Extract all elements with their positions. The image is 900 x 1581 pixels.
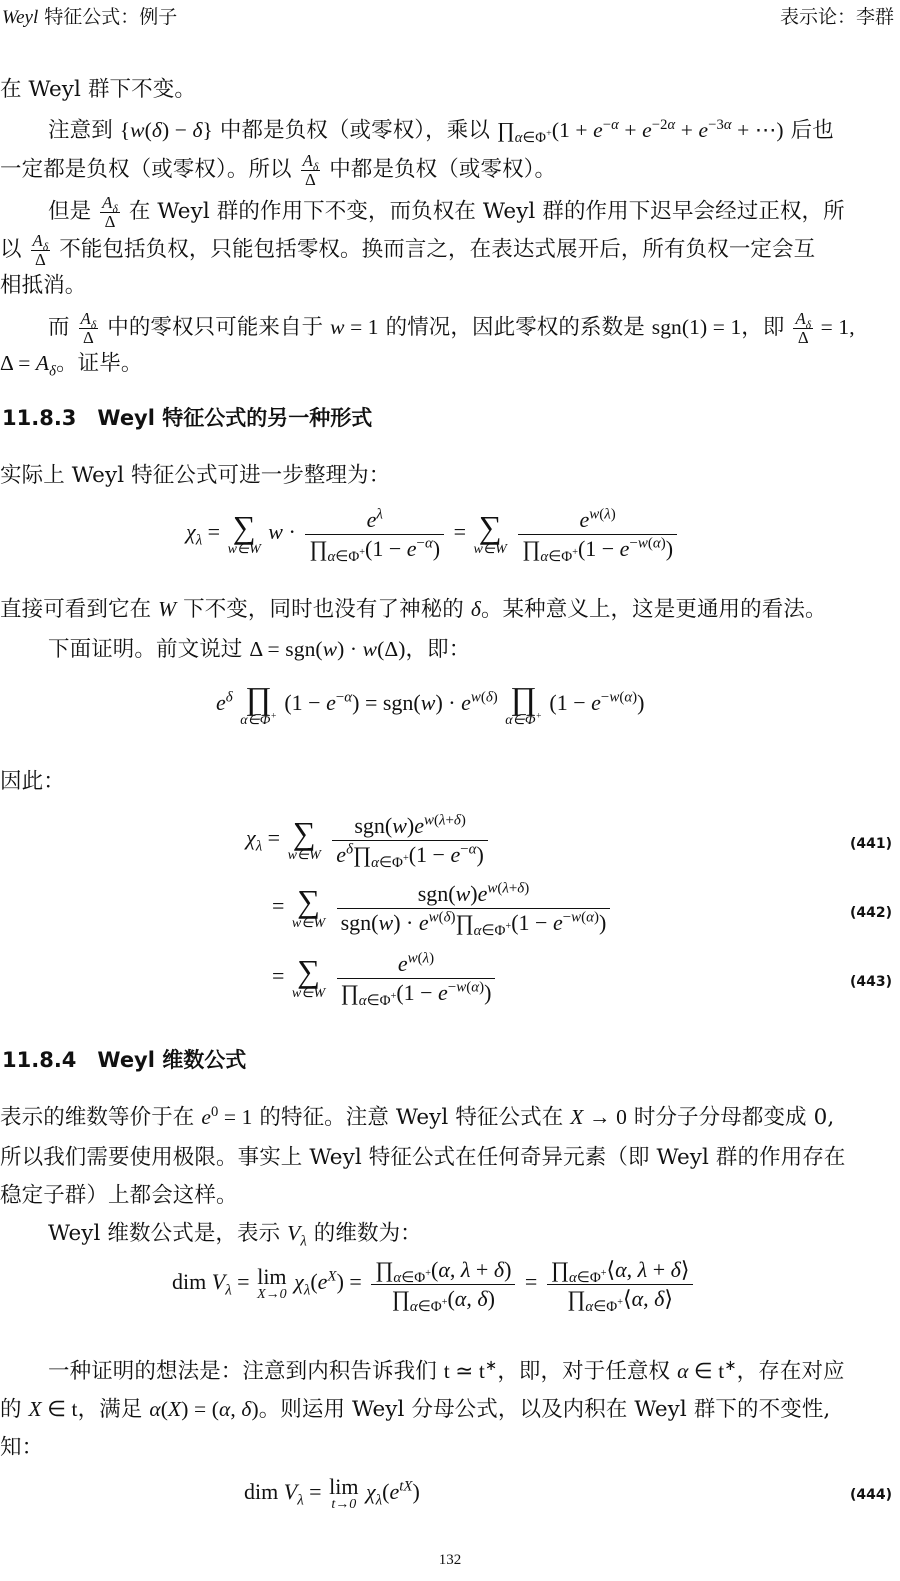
text-line: 以 $\frac{A_\delta}{\Delta}$ 不能包括负权，只能包括零权。换而言之，在表达式展开后，所有负权一定会互	[0, 231, 816, 269]
text-line: 在 Weyl 群下不变。	[0, 77, 196, 102]
equation-442: = ∑ w∈W $sgn(w)e^{w(\lambda+\delta)}$ $sgn(w) \cdot e^{w(\delta)}\prod_{\alpha\in\Phi^+}(1 - e^{-w(\alpha)})$	[272, 880, 614, 936]
text-line: 稳定子群）上都会这样。	[0, 1183, 238, 1208]
equation-441: $\chi_\lambda$ = ∑ w∈W $sgn(w)e^{w(\lambda+\delta)}$ $e^\delta\prod_{\alpha\in\Phi^+}(1 - e^{-\alpha})$	[246, 812, 492, 868]
equation-number: (444)	[849, 1487, 892, 1503]
text-line: 表示的维数等价于在 $e^0 = 1$ 的特征。注意 Weyl 特征公式在 X → 0 时分子分母都变成 0,	[0, 1103, 835, 1130]
equation-dimension: dim $V_\lambda$ = lim X→0 $\chi_\lambda(e^X)$ = $\frac{\prod_{\alpha\in\Phi^+}(\alpha, \lambda + \delta)}{\prod_{\alpha\in\Phi^+}(\alpha, \delta)}$ = $\frac{\prod_{\alpha\in\Phi^+}⟨\alpha, \lambda + \delta⟩}{\prod_{\alpha\in\Phi^+}⟨\alpha, \delta⟩}$	[172, 1256, 697, 1312]
equation-number: (442)	[849, 905, 892, 921]
section-heading: 11.8.4 Weyl 维数公式	[2, 1048, 247, 1072]
equation-number: (441)	[849, 836, 892, 852]
text-line: 一种证明的想法是：注意到内积告诉我们 t ≃ t∗，即，对于任意权 α ∈ t∗，存在对应	[48, 1357, 845, 1384]
equation-weyl-alt: $\chi_\lambda$ = ∑ w∈W w · $\frac{e^\lambda}{\prod_{\alpha\in\Phi^+}(1 - e^{-\alpha})}$ = ∑ w∈W $\frac{e^{w(\lambda)}}{\prod_{\alpha\in\Phi^+}(1 - e^{-w(\alpha)})}$	[186, 506, 681, 562]
text-line: 相抵消。	[0, 273, 87, 298]
text-line: 直接可看到它在 W 下不变，同时也没有了神秘的 δ。某种意义上，这是更通用的看法。	[0, 597, 827, 622]
text-line: 但是 $\frac{A_\delta}{\Delta}$ 在 Weyl 群的作用下不变，而负权在 Weyl 群的作用下迟早会经过正权，所	[48, 193, 845, 231]
text-line: 所以我们需要使用极限。事实上 Weyl 特征公式在任何奇异元素（即 Weyl 群的作用存在	[0, 1145, 846, 1170]
text-line: $\Delta = A_\delta$。证毕。	[0, 351, 143, 380]
running-header-right: 表示论：李群	[779, 6, 894, 28]
text-line: 的 X ∈ t，满足 α(X) = (α, δ)。则运用 Weyl 分母公式，以及内积在 Weyl 群下的不变性,	[0, 1397, 831, 1422]
text-line: 一定都是负权（或零权）。所以 $\frac{A_\delta}{\Delta}$ 中都是负权（或零权）。	[0, 151, 557, 189]
page-number: 132	[438, 1552, 462, 1568]
text-line: 实际上 Weyl 特征公式可进一步整理为：	[0, 463, 391, 488]
section-heading: 11.8.3 Weyl 特征公式的另一种形式	[2, 406, 373, 430]
text-line: 注意到 {w(δ) − δ} 中都是负权（或零权），乘以 $\prod_{\alpha\in\Phi^+}(1 + e^{-\alpha} + e^{-2\alpha} + e^{-3\alpha}$ + ⋯) 后也	[48, 116, 834, 147]
equation-444: dim $V_\lambda$ = lim t→0 $\chi_\lambda(e^{tX})$	[244, 1474, 420, 1512]
equation-443: = ∑ w∈W $\frac{e^{w(\lambda)}}{\prod_{\alpha\in\Phi^+}(1 - e^{-w(\alpha)})}$	[272, 950, 499, 1006]
text-line: 下面证明。前文说过 Δ = sgn(w) · w(Δ)，即：	[48, 637, 471, 662]
text-line: Weyl 维数公式是，表示 $V_\lambda$ 的维数为：	[48, 1221, 422, 1250]
text-line: 知：	[0, 1435, 44, 1460]
text-line: 而 $\frac{A_\delta}{\Delta}$ 中的零权只可能来自于 w = 1 的情况，因此零权的系数是 sgn(1) = 1，即 $\frac{A_\delta}{\Delta}$ = 1,	[48, 309, 855, 347]
equation-denominator: $e^\delta$ ∏ α∈Φ+ $(1 - e^{-\alpha}) = sgn(w) \cdot e^{w(\delta)}$ ∏ α∈Φ+ $(1 - e^{-w(\alpha)})$	[216, 680, 645, 728]
running-header-left: Weyl 特征公式：例子	[2, 6, 178, 28]
text-line: 因此：	[0, 769, 65, 794]
equation-number: (443)	[849, 974, 892, 990]
